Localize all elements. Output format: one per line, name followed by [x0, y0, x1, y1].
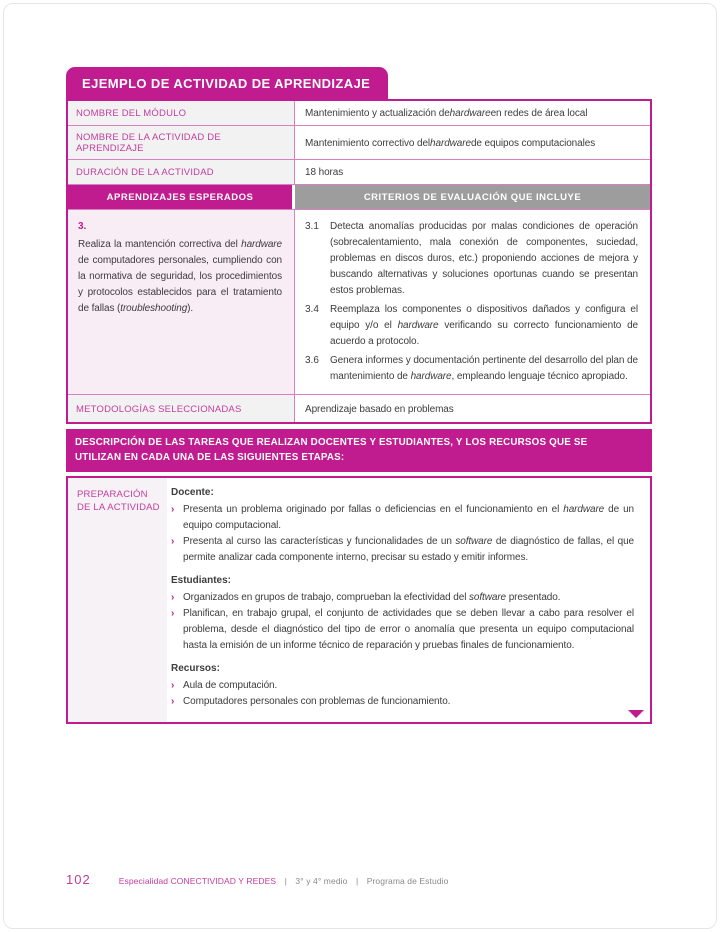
- criteria-text: Genera informes y documentación pertinente del desarrollo del plan de mantenimiento de hardware, empleando lenguaje técnico apropiado.: [330, 355, 638, 382]
- footer-separator: |: [284, 876, 287, 886]
- table-row: [68, 101, 650, 126]
- section-heading-recursos: Recursos:: [171, 663, 220, 674]
- row-label-module: NOMBRE DEL MÓDULO: [68, 101, 295, 125]
- section-heading-docente: Docente:: [171, 487, 214, 498]
- table-header-row: [68, 185, 650, 210]
- row-value-activity-name: Mantenimiento correctivo del hardware de equipos computacionales: [305, 137, 596, 149]
- chevron-bullet-icon: ›: [171, 536, 175, 547]
- expected-learning-number: 3.: [78, 221, 87, 232]
- list-item: [171, 534, 634, 566]
- list-item: [171, 502, 634, 534]
- page-footer: [66, 872, 448, 887]
- list-item: [171, 694, 634, 710]
- footer-specialty: Especialidad CONECTIVIDAD Y REDES: [118, 876, 277, 886]
- criteria-text: Reemplaza los componentes o dispositivos dañados y configura el equipo y/o el hardware verificando su correcto funcionamiento de acuerdo a protocolo.: [330, 304, 638, 347]
- chevron-bullet-icon: ›: [171, 680, 175, 691]
- page-number: 102: [66, 872, 91, 887]
- criteria-number: 3.4: [305, 304, 319, 315]
- table-row: [68, 395, 650, 422]
- row-value-duration: 18 horas: [305, 167, 344, 178]
- list-item-text: Presenta un problema originado por fallas o deficiencias en el funcionamiento en el hardware de un equipo computacional.: [183, 504, 635, 531]
- row-value-module: Mantenimiento y actualización de hardware en redes de área local: [305, 108, 588, 119]
- footer-separator: |: [355, 876, 359, 886]
- list-item: [171, 606, 634, 654]
- preparation-table: [66, 476, 652, 724]
- chevron-bullet-icon: ›: [171, 696, 175, 707]
- footer-grade: 3° y 4° medio: [295, 876, 348, 886]
- table-row: [68, 160, 650, 185]
- criteria-number: 3.1: [305, 221, 319, 232]
- activity-info-table: [66, 99, 652, 424]
- list-item-text: Presenta al curso las características y funcionalidades de un software de diagnóstico de fallas, el que permite analizar cada componente interno, precisar su estado y emitir informes.: [183, 536, 634, 563]
- list-item: [171, 678, 634, 694]
- preparation-stage-label: PREPARACIÓN DE LA ACTIVIDAD: [68, 478, 167, 722]
- row-value-methodology: Aprendizaje basado en problemas: [305, 403, 454, 415]
- tasks-description-banner: DESCRIPCIÓN DE LAS TAREAS QUE REALIZAN DOCENTES Y ESTUDIANTES, Y LOS RECURSOS QUE SE UTILIZAN EN CADA UNA DE LAS SIGUIENTES ETAPAS:: [66, 429, 652, 472]
- preparation-content: [167, 478, 650, 722]
- chevron-bullet-icon: ›: [171, 608, 175, 619]
- evaluation-criteria-header: CRITERIOS DE EVALUACIÓN QUE INCLUYE: [295, 185, 650, 209]
- criteria-list: [295, 210, 650, 394]
- row-label-duration: DURACIÓN DE LA ACTIVIDAD: [68, 160, 295, 184]
- row-label-methodology: METODOLOGÍAS SELECCIONADAS: [68, 395, 295, 422]
- list-item: [171, 590, 634, 606]
- expected-learning-cell: [68, 210, 295, 394]
- chevron-bullet-icon: ›: [171, 504, 175, 515]
- table-row: [68, 126, 650, 160]
- criteria-item: [305, 353, 638, 385]
- footer-program: Programa de Estudio: [366, 876, 449, 886]
- expected-learning-text: Realiza la mantención correctiva del hardware de computadores personales, cumpliendo con la normativa de seguridad, los procedimientos y protocolos establecidos para el tratamiento de fallas (troubleshooting).: [78, 239, 282, 314]
- criteria-item: [305, 302, 638, 350]
- list-item-text: Computadores personales con problemas de funcionamiento.: [183, 696, 451, 707]
- list-item-text: Organizados en grupos de trabajo, comprueban la efectividad del software presentado.: [183, 592, 561, 603]
- criteria-text: Detecta anomalías producidas por malas condiciones de operación (sobrecalentamiento, mala conexión de componentes, suciedad, problemas en discos duros, etc.) proponiendo acciones de mejora y buscando alternativas y soluciones oportunas cuando se presentan estos problemas.: [330, 221, 638, 296]
- section-heading-estudiantes: Estudiantes:: [171, 575, 232, 586]
- continuation-arrow-icon: [628, 710, 644, 718]
- list-item-text: Aula de computación.: [183, 680, 278, 691]
- criteria-number: 3.6: [305, 355, 319, 366]
- row-label-activity-name: NOMBRE DE LA ACTIVIDAD DE APRENDIZAJE: [68, 126, 295, 159]
- learning-content-row: [68, 210, 650, 395]
- activity-sheet: [66, 67, 652, 724]
- list-item-text: Planifican, en trabajo grupal, el conjunto de actividades que se deben llevar a cabo para resolver el problema, desde el diagnóstico del tipo de error o anomalía que presenta un equipo computacional hasta la emisión de un informe técnico de reparación y pruebas finales de funcionamiento.: [183, 608, 634, 651]
- chevron-bullet-icon: ›: [171, 592, 175, 603]
- criteria-item: [305, 219, 638, 299]
- page-title: EJEMPLO DE ACTIVIDAD DE APRENDIZAJE: [66, 67, 388, 99]
- expected-learning-header: APRENDIZAJES ESPERADOS: [68, 185, 295, 209]
- footer-text: [119, 876, 449, 886]
